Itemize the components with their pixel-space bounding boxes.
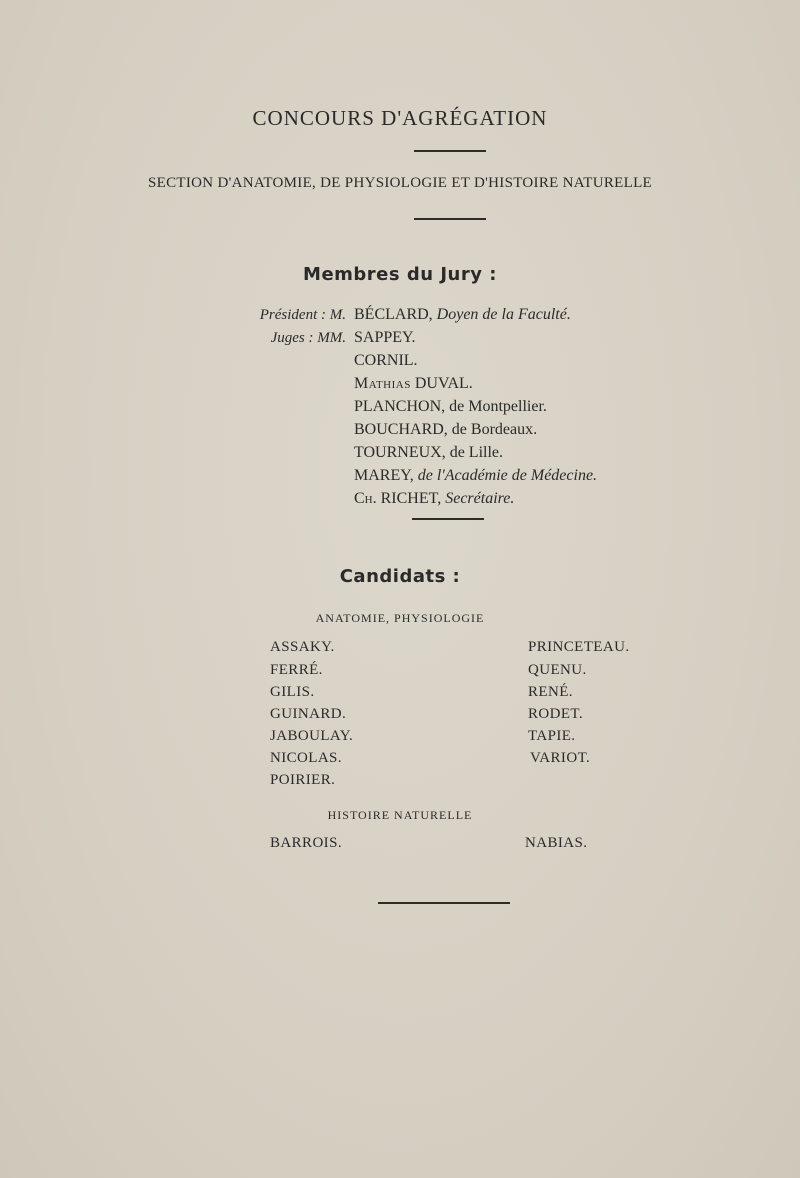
member-name: TOURNEUX, — [354, 444, 446, 461]
candidate-name: POIRIER. — [270, 772, 336, 788]
member-name: RICHET, — [380, 490, 442, 507]
member-name: PLANCHON, — [354, 398, 446, 415]
page-title: CONCOURS D'AGRÉGATION — [252, 106, 548, 130]
histoire-heading: HISTOIRE NATURELLE — [327, 808, 473, 822]
candidate-name: NABIAS. — [525, 835, 588, 851]
jury-rule — [412, 518, 484, 520]
president-entry — [354, 306, 571, 324]
candidate-name: QUENU. — [528, 662, 587, 678]
jury-member — [354, 329, 416, 347]
member-note: de Montpellier. — [449, 398, 547, 415]
candidate-name: TAPIE. — [528, 728, 576, 744]
jury-member — [354, 375, 473, 393]
candidate-name: PRINCETEAU. — [528, 639, 630, 655]
member-name: DUVAL. — [414, 375, 473, 392]
candidate-name: FERRÉ. — [270, 662, 323, 678]
jury-member — [354, 398, 547, 416]
section-heading: SECTION D'ANATOMIE, DE PHYSIOLOGIE ET D'HISTOIRE NATURELLE — [147, 175, 653, 191]
president-title: Doyen de la Faculté. — [436, 306, 571, 323]
candidate-name: VARIOT. — [530, 750, 591, 766]
candidate-name: GUINARD. — [270, 706, 347, 722]
section-rule — [414, 218, 486, 220]
anatomie-heading: ANATOMIE, PHYSIOLOGIE — [315, 611, 485, 625]
jury-member — [354, 421, 537, 439]
candidate-name: RODET. — [528, 706, 584, 722]
president-label: Président : M. — [259, 307, 346, 323]
jury-member — [354, 490, 514, 508]
candidate-name: NICOLAS. — [270, 750, 342, 766]
member-note: Secrétaire. — [445, 490, 515, 507]
juges-label: Juges : MM. — [270, 330, 346, 346]
candidate-name: RENÉ. — [528, 684, 573, 700]
candidats-heading: Candidats : — [339, 566, 461, 587]
member-name: CORNIL. — [354, 352, 418, 369]
candidate-name: GILIS. — [270, 684, 315, 700]
jury-member — [354, 467, 597, 485]
candidate-name: BARROIS. — [270, 835, 342, 851]
title-rule — [414, 150, 486, 152]
member-name: MAREY, — [354, 467, 414, 484]
member-prefix: Mathias — [354, 375, 411, 392]
jury-member — [354, 352, 418, 370]
member-name: SAPPEY. — [354, 329, 416, 346]
member-name: BOUCHARD, — [354, 421, 448, 438]
member-note: de Lille. — [449, 444, 504, 461]
member-prefix: Ch. — [354, 490, 377, 507]
member-note: de Bordeaux. — [451, 421, 538, 438]
jury-heading: Membres du Jury : — [303, 264, 497, 285]
member-note: de l'Académie de Médecine. — [417, 467, 598, 484]
closing-rule — [378, 902, 510, 904]
candidate-name: JABOULAY. — [270, 728, 354, 744]
president-name: BÉCLARD, — [354, 306, 433, 323]
jury-member — [354, 444, 503, 462]
candidate-name: ASSAKY. — [270, 639, 335, 655]
